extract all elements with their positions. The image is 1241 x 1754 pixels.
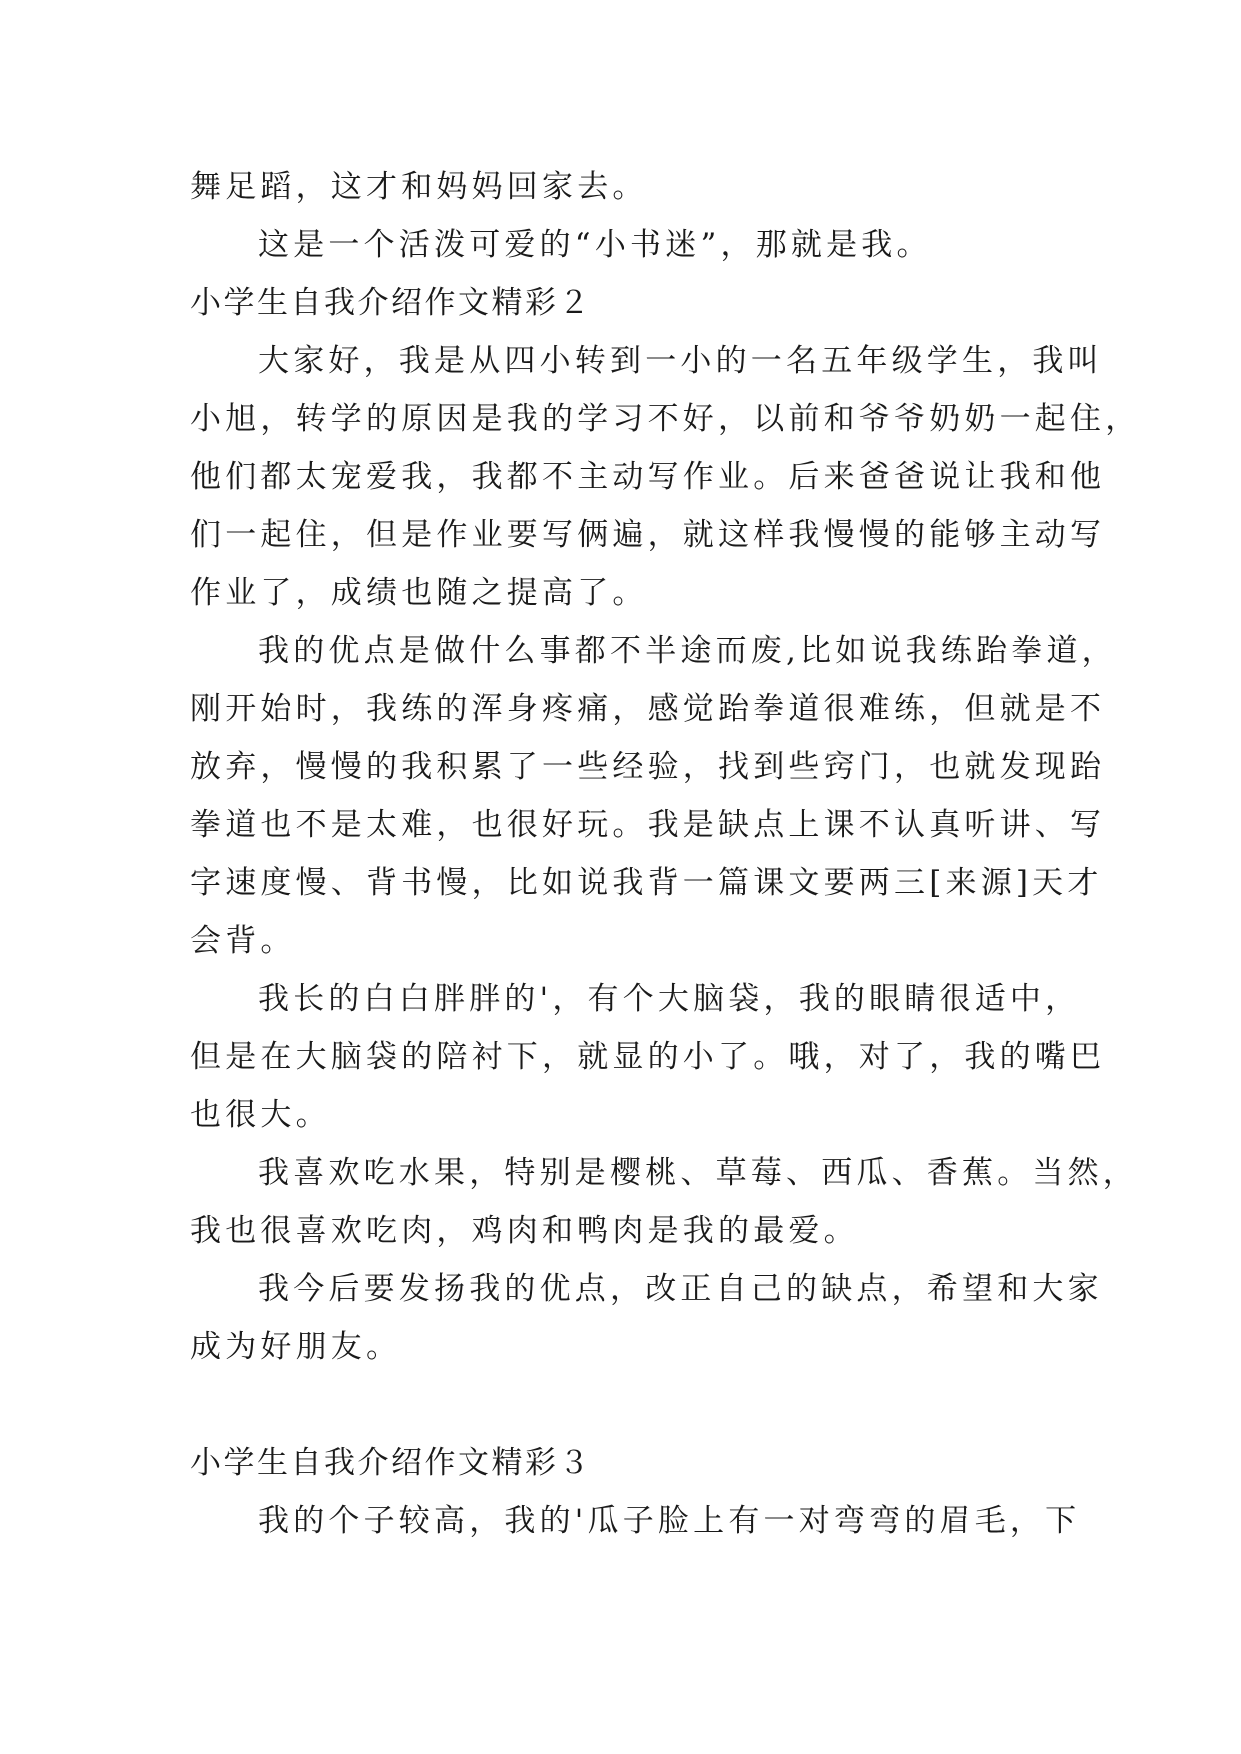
paragraph-line: 我的个子较高，我的'瓜子脸上有一对弯弯的眉毛，下 bbox=[258, 1503, 1081, 1539]
paragraph-line: 我今后要发扬我的优点，改正自己的缺点，希望和大家 bbox=[258, 1271, 1103, 1307]
paragraph-line: 我也很喜欢吃肉，鸡肉和鸭肉是我的最爱。 bbox=[190, 1213, 859, 1249]
paragraph-line: 小旭，转学的原因是我的学习不好，以前和爷爷奶奶一起住， bbox=[190, 401, 1141, 437]
paragraph-line: 成为好朋友。 bbox=[190, 1329, 402, 1365]
paragraph-line: 这是一个活泼可爱的“小书迷”，那就是我。 bbox=[258, 227, 932, 263]
paragraph-line: 大家好，我是从四小转到一小的一名五年级学生，我叫 bbox=[258, 343, 1103, 379]
paragraph-line: 放弃，慢慢的我积累了一些经验，找到些窍门，也就发现跆 bbox=[190, 749, 1106, 785]
section-spacer bbox=[190, 1376, 1050, 1434]
paragraph-line: 会背。 bbox=[190, 923, 296, 959]
paragraph-line: 也很大。 bbox=[190, 1097, 331, 1133]
paragraph-line: 们一起住，但是作业要写俩遍，就这样我慢慢的能够主动写 bbox=[190, 517, 1106, 553]
section-title: 小学生自我介绍作文精彩３ bbox=[190, 1445, 592, 1481]
paragraph-line: 我长的白白胖胖的'，有个大脑袋，我的眼睛很适中， bbox=[258, 981, 1081, 1017]
paragraph-line: 我的优点是做什么事都不半途而废,比如说我练跆拳道， bbox=[258, 633, 1117, 669]
paragraph-line: 作业了，成绩也随之提高了。 bbox=[190, 575, 648, 611]
document-body bbox=[190, 158, 1141, 1550]
paragraph-line: 拳道也不是太难，也很好玩。我是缺点上课不认真听讲、写 bbox=[190, 807, 1106, 843]
paragraph-line: 我喜欢吃水果，特别是樱桃、草莓、西瓜、香蕉。当然， bbox=[258, 1155, 1138, 1191]
paragraph-line: 但是在大脑袋的陪衬下，就显的小了。哦，对了，我的嘴巴 bbox=[190, 1039, 1106, 1075]
paragraph-line: 舞足蹈，这才和妈妈回家去。 bbox=[190, 169, 648, 205]
paragraph-line: 字速度慢、背书慢，比如说我背一篇课文要两三[来源]天才 bbox=[190, 865, 1103, 901]
section-title: 小学生自我介绍作文精彩２ bbox=[190, 285, 592, 321]
paragraph-line: 他们都太宠爱我，我都不主动写作业。后来爸爸说让我和他 bbox=[190, 459, 1106, 495]
paragraph-line: 刚开始时，我练的浑身疼痛，感觉跆拳道很难练，但就是不 bbox=[190, 691, 1106, 727]
